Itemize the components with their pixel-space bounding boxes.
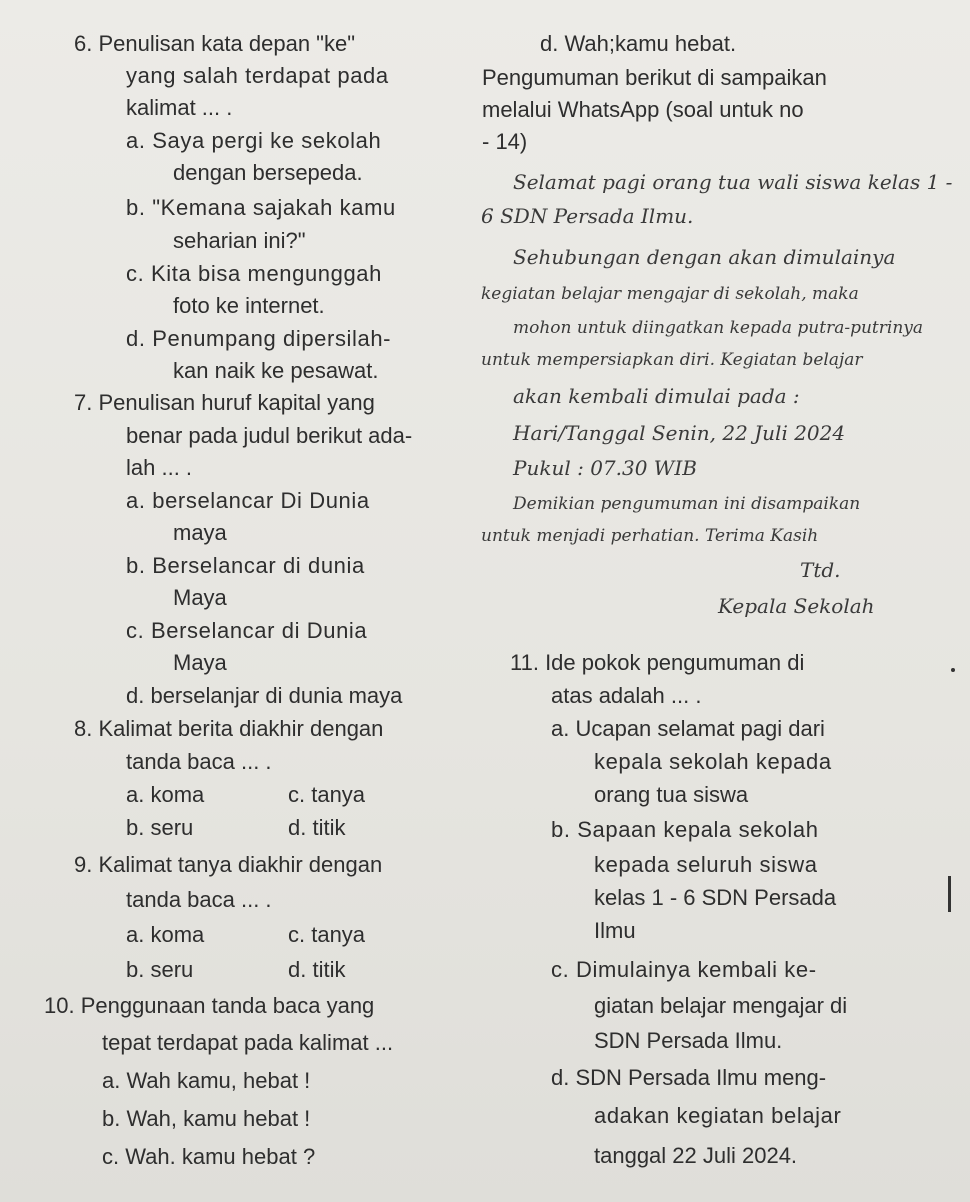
announcement-date: Hari/Tanggal Senin, 22 Juli 2024 xyxy=(513,421,846,445)
question-10-option-c: c. Wah. kamu hebat ? xyxy=(102,1144,316,1169)
announcement-intro-line1: Pengumuman berikut di sampaikan xyxy=(482,65,827,90)
announcement-intro-line2: melalui WhatsApp (soal untuk no xyxy=(482,97,804,122)
question-8-stem: 8. Kalimat berita diakhir dengan xyxy=(74,716,384,741)
question-11-option-b-cont2: kelas 1 - 6 SDN Persada xyxy=(594,885,837,910)
announcement-intro-line3: - 14) xyxy=(482,129,528,154)
announcement-body-3: mohon untuk diingatkan kepada putra-putrinya xyxy=(513,318,924,338)
question-7-option-a: a. berselancar Di Dunia xyxy=(126,488,370,513)
question-6-option-b-cont: seharian ini?" xyxy=(173,228,306,253)
question-11-option-d-cont2: tanggal 22 Juli 2024. xyxy=(594,1143,798,1168)
question-7-option-d: d. berselanjar di dunia maya xyxy=(126,683,403,708)
question-6-stem-line2: yang salah terdapat pada xyxy=(126,63,389,88)
question-11-option-d-cont: adakan kegiatan belajar xyxy=(594,1103,842,1128)
question-8-option-a: a. koma xyxy=(126,782,205,807)
question-6-option-d: d. Penumpang dipersilah- xyxy=(126,326,392,351)
question-7-stem-line2: benar pada judul berikut ada- xyxy=(126,423,413,448)
question-11-option-d: d. SDN Persada Ilmu meng- xyxy=(551,1065,827,1090)
question-11-option-c-cont2: SDN Persada Ilmu. xyxy=(594,1028,783,1053)
question-11-option-a-cont2: orang tua siswa xyxy=(594,782,749,807)
question-6-option-a: a. Saya pergi ke sekolah xyxy=(126,128,382,153)
question-10-option-a: a. Wah kamu, hebat ! xyxy=(102,1068,311,1093)
question-8-option-d: d. titik xyxy=(288,815,346,840)
question-7-stem: 7. Penulisan huruf kapital yang xyxy=(74,390,375,415)
question-6-option-a-cont: dengan bersepeda. xyxy=(173,160,363,185)
question-8-option-b: b. seru xyxy=(126,815,194,840)
question-8-stem-line2: tanda baca ... . xyxy=(126,749,272,774)
announcement-greeting-cont: 6 SDN Persada Ilmu. xyxy=(481,204,694,228)
question-9-option-b: b. seru xyxy=(126,957,194,982)
question-9-stem-line2: tanda baca ... . xyxy=(126,887,272,912)
question-6-stem-line3: kalimat ... . xyxy=(126,95,233,120)
announcement-time: Pukul : 07.30 WIB xyxy=(513,456,697,480)
question-11-stem-line2: atas adalah ... . xyxy=(551,683,702,708)
question-9-stem: 9. Kalimat tanya diakhir dengan xyxy=(74,852,383,877)
question-11-option-b-cont3: Ilmu xyxy=(594,918,636,943)
question-10-stem-line2: tepat terdapat pada kalimat ... xyxy=(102,1030,394,1055)
announcement-body-5: akan kembali dimulai pada : xyxy=(513,384,800,408)
question-10-option-d: d. Wah;kamu hebat. xyxy=(540,31,737,56)
question-10-option-b: b. Wah, kamu hebat ! xyxy=(102,1106,311,1131)
question-9-option-a: a. koma xyxy=(126,922,205,947)
question-11-option-a: a. Ucapan selamat pagi dari xyxy=(551,716,825,741)
question-7-option-c: c. Berselancar di Dunia xyxy=(126,618,368,643)
question-8-option-c: c. tanya xyxy=(288,782,366,807)
question-7-option-a-cont: maya xyxy=(173,520,227,545)
announcement-closing-2: untuk menjadi perhatian. Terima Kasih xyxy=(481,526,819,546)
question-11-option-a-cont: kepala sekolah kepada xyxy=(594,749,832,774)
margin-line-mark xyxy=(948,876,951,912)
announcement-body-4: untuk mempersiapkan diri. Kegiatan belajar xyxy=(481,350,863,370)
question-11-option-c: c. Dimulainya kembali ke- xyxy=(551,957,817,982)
question-6-option-d-cont: kan naik ke pesawat. xyxy=(173,358,379,383)
question-11-option-b-cont: kepada seluruh siswa xyxy=(594,852,818,877)
question-11-stem: 11. Ide pokok pengumuman di xyxy=(510,650,805,675)
dot-mark xyxy=(951,668,955,672)
question-9-option-c: c. tanya xyxy=(288,922,366,947)
question-10-stem: 10. Penggunaan tanda baca yang xyxy=(44,993,375,1018)
question-9-option-d: d. titik xyxy=(288,957,346,982)
question-11-option-b: b. Sapaan kepala sekolah xyxy=(551,817,819,842)
announcement-body-2: kegiatan belajar mengajar di sekolah, maka xyxy=(481,284,859,304)
question-6-option-c: c. Kita bisa mengunggah xyxy=(126,261,382,286)
question-7-option-b-cont: Maya xyxy=(173,585,227,610)
question-11-option-c-cont: giatan belajar mengajar di xyxy=(594,993,848,1018)
announcement-closing-1: Demikian pengumuman ini disampaikan xyxy=(513,494,861,514)
question-6-option-c-cont: foto ke internet. xyxy=(173,293,325,318)
announcement-body-1: Sehubungan dengan akan dimulainya xyxy=(513,245,896,269)
question-6-option-b: b. "Kemana sajakah kamu xyxy=(126,195,396,220)
question-7-stem-line3: lah ... . xyxy=(126,455,193,480)
announcement-signature-ttd: Ttd. xyxy=(800,558,841,582)
announcement-greeting: Selamat pagi orang tua wali siswa kelas 1 - xyxy=(513,170,953,194)
question-6-stem: 6. Penulisan kata depan "ke" xyxy=(74,31,356,56)
announcement-signer-title: Kepala Sekolah xyxy=(718,594,875,618)
question-7-option-b: b. Berselancar di dunia xyxy=(126,553,365,578)
question-7-option-c-cont: Maya xyxy=(173,650,227,675)
